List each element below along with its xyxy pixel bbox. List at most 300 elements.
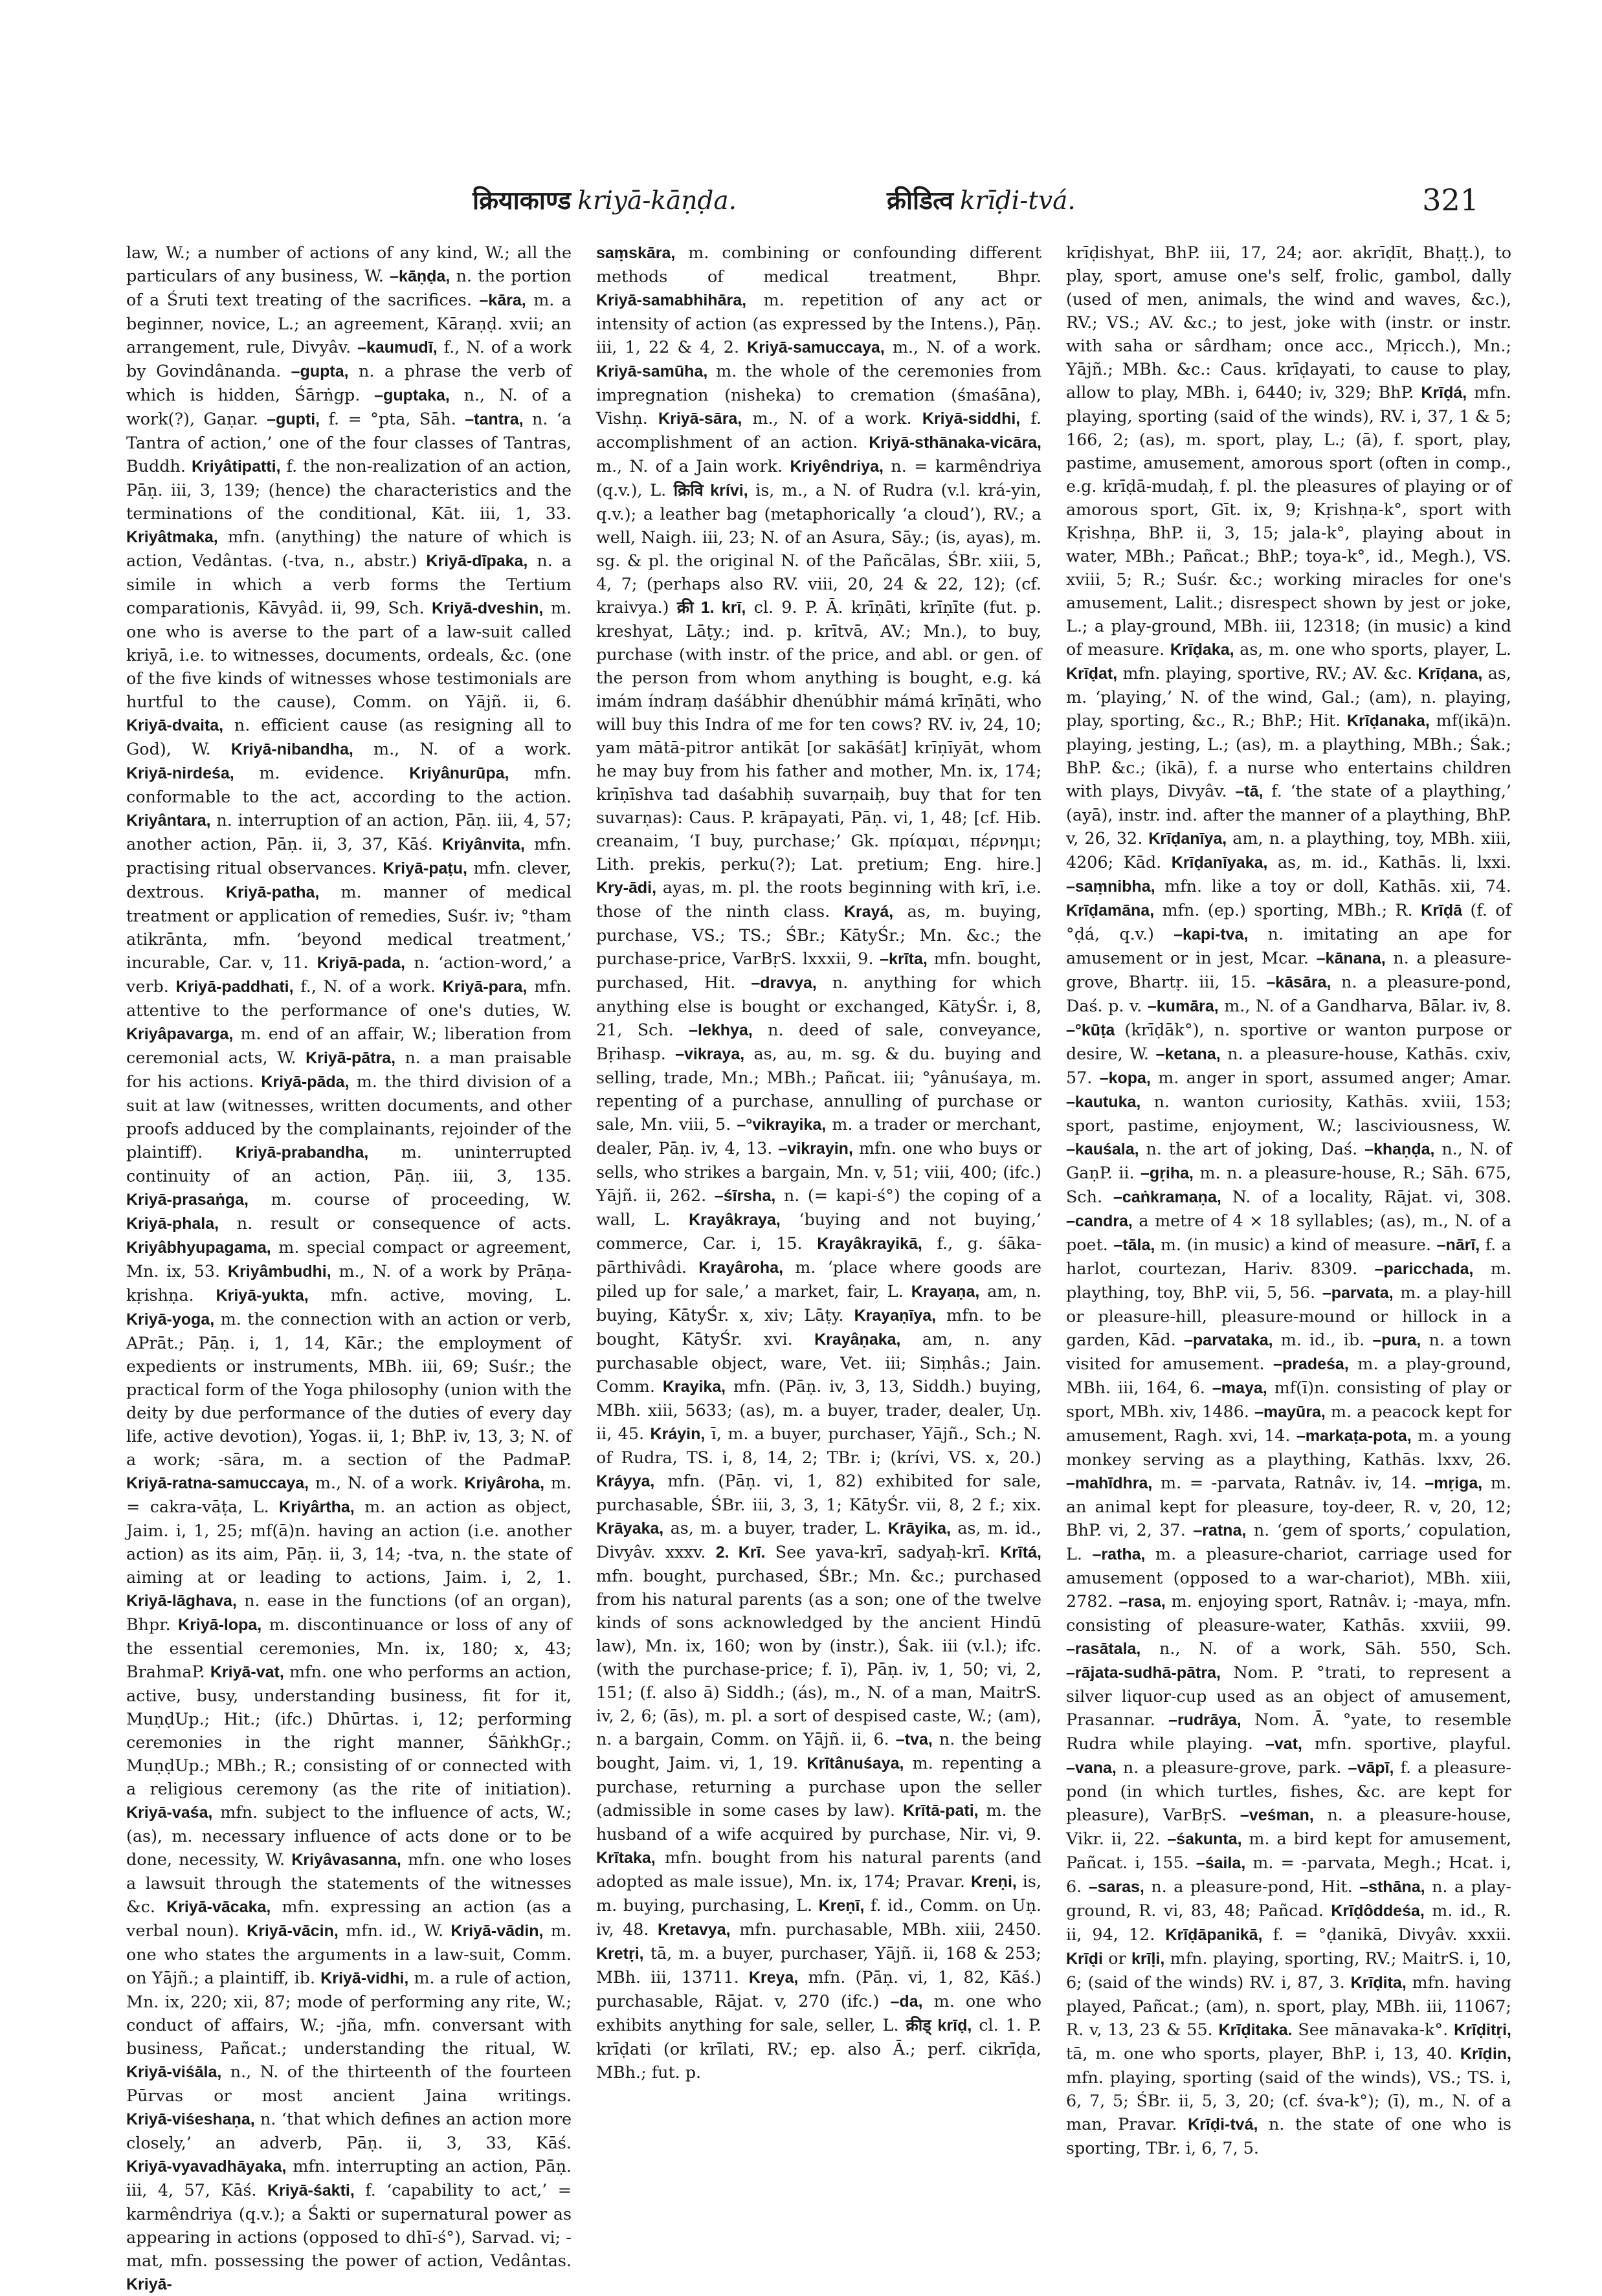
entry-lemma: Kriyā-vācin, [247,1922,339,1940]
entry-definition: tā, m. one who sports, player, BhP. i, 13, 40. [1066,2044,1460,2063]
entry-lemma: –vāpī, [1348,1759,1394,1777]
entry-lemma: –maya, [1212,1379,1267,1397]
entry-definition: mfn. (Pāṇ. iv, 3, 13, Siddh.) buying, MBh. xiii, 5633; (as), m. a buyer, trader, dealer, Uṇ. ii, 45. [596,1376,1041,1443]
entry-definition: am, n. a plaything, toy, MBh. xiii, 4206; Kād. [1066,828,1511,872]
entry-lemma: –gupti, [267,410,320,428]
entry-lemma: –kumāra, [1147,997,1219,1015]
entry-definition: m., N. of a work. [353,739,572,758]
entry-definition: law, W.; a number of actions of any kind, W.; all the particulars of any business, W. [126,243,572,285]
entry-definition: Nom. Ā. °yate, to resemble Rudra while playing. [1066,1710,1511,1753]
entry-definition: n. the being bought, Jaim. vi, 1, 19. [596,1729,1041,1772]
entry-lemma: –kautuka, [1066,1093,1141,1111]
entry-definition: mfn. bought from his natural parents (and adopted as male issue), Mn. ix, 174; Pravar. [596,1848,1041,1891]
entry-lemma: Krayá, [843,903,894,921]
entry-lemma: –dravya, [751,974,817,992]
entry-lemma: Kriyā-vaśa, [126,1804,213,1822]
entry-definition: m. the husband of a wife acquired by purchase, Nir. vi, 9. [596,1800,1042,1844]
entry-definition: m. a bird kept for amusement, Pañcat. i, 155. [1066,1829,1511,1872]
entry-lemma: Kriyā- [126,2275,172,2293]
entry-lemma: –śakunta, [1167,1830,1242,1848]
entry-definition: m., N. of a Gandharva, Bālar. iv, 8. [1218,996,1511,1015]
entry-definition: m. id., ib. [1273,1330,1373,1349]
entry-definition: f. id., Comm. on Uṇ. iv, 48. [596,1895,1041,1939]
dictionary-body [126,241,1512,2293]
entry-lemma: –ratna, [1193,1521,1247,1540]
entry-definition: n. ease in the functions (of an organ), Bhpr. [126,1591,572,1634]
entry-lemma: Krīḍôddeśa, [1331,1902,1425,1920]
entry-definition: m. repetition of any act or intensity of action (as expressed by the Intens.), Pāṇ. iii, 1, 22 & 4, 2. [596,290,1041,357]
entry-lemma: Kriyā-samūha, [596,362,708,381]
entry-definition: f. the non-realization of an action, Pāṇ. iii, 3, 139; (hence) the characteristics and the terminations of the conditional, Kāt. iii, 1, 33. [126,456,572,523]
entry-lemma: –ratha, [1092,1545,1146,1563]
entry-lemma: Kriyā-yukta, [216,1286,309,1305]
entry-definition: as, m. id., Divyâv. xxxv. [596,1518,1041,1562]
entry-lemma: –parvataka, [1183,1331,1273,1349]
entry-lemma: Kriyā-samabhihāra, [596,291,747,309]
entry-definition: m. one who is averse to the part of a law-suit called kriyā, i.e. to witnesses, documents, ordeals, &c. (one of the five kinds of witnesses whose testimonials are hurtful to the cause), Comm. on Yājñ. ii, 6. [126,598,572,711]
entry-definition: n. a simile in which a verb forms the Tertium comparationis, Kāvyâd. ii, 99, Sch. [126,551,572,617]
entry-lemma: Kriyā-vācaka, [166,1898,271,1916]
entry-definition: mfn. playing, sporting (said of the winds), VS.; TS. i, 6, 7, 5; ŚBr. ii, 5, 3, 20; (cf. śva-k°); (ī), m., N. of a man, Pravar. [1066,2068,1511,2134]
entry-definition: n., N. of GaṇP. ii. [1066,1139,1511,1182]
entry-definition: mfn. active, moving, L. [308,1285,572,1305]
entry-definition: See yava-krī, sadyaḥ-krī. [765,1542,1001,1562]
entry-definition: m. a play-ground, MBh. iii, 164, 6. [1066,1354,1511,1397]
entry-definition: m. manner of medical treatment or application of remedies, Suśr. iv; °tham atikrānta, mfn. ‘beyond medical treatment,’ incurable, Car. v, 11. [126,882,572,972]
entry-definition: n. a pleasure-grove, park. [1116,1758,1348,1777]
entry-lemma: –mṛiga, [1425,1474,1483,1492]
entry-lemma: Kráyya, [596,1472,655,1490]
header-left [473,182,737,217]
entry-lemma: –guptaka, [374,386,450,404]
entry-lemma: Kriyā-dveshin, [432,599,544,617]
entry-definition: m., N. of a Jain work. [596,456,790,476]
entry-definition: n. a pleasure-house, Kathās. cxiv, 57. [1066,1044,1511,1087]
entry-definition: m. evidence. [234,763,410,782]
entry-definition: m. a play-hill or pleasure-hill, pleasure-mound or hillock in a garden, Kād. [1066,1283,1511,1349]
entry-definition: n. = karmêndriya (q.v.), L. [596,456,1041,500]
entry-definition: m. a rule of action, Mn. ix, 220; xii, 87; mode of performing any rite, W.; conduct of affairs, W.; -jña, mfn. conversant with business, Pañcat.; understanding the ritual, W. [126,1968,572,2058]
entry-definition: or [1102,1948,1131,1968]
entry-lemma: Kriyâtipatti, [191,458,281,476]
entry-definition: mfn. to be bought, KātyŚr. xvi. [596,1305,1041,1349]
entry-lemma: –tā, [1235,782,1263,800]
entry-lemma: Kriyā-phala, [126,1215,219,1233]
entry-lemma: Krītânuśaya, [807,1754,904,1772]
entry-definition: m. uninterrupted continuity of an action, Pāṇ. iii, 3, 135. [126,1142,572,1186]
entry-definition: m. the connection with an action or verb, APrāt.; Pāṇ. i, 1, 14, Kār.; the employment of expedients or instruments, MBh. iii, 69; Suśr.; the practical form of the Yoga philosophy (union with the deity by due performance of the duties of every day life, active devotion), Yogas. ii, 1; BhP. iv, 13, 3; N. of a work; -sāra, m. a section of the PadmaP. [126,1309,572,1469]
entry-lemma: Kriyā-vyavadhāyaka, [126,2158,287,2176]
entry-definition: krīḍishyat, BhP. iii, 17, 24; aor. akrīḍīt, Bhaṭṭ.), to play, sport, amuse one's self, frolic, gambol, dally (used of men, animals, the wind and waves, &c.), RV.; VS.; AV. &c.; to jest, joke with (instr. or instr. with saha or sârdham; once acc., Mṛicch.), Mn.; Yājñ.; MBh. &c.: Caus. krīḍayati, to cause to play, allow to play, MBh. i, 6440; iv, 329; BhP. [1066,243,1511,402]
entry-definition: n. ‘a Tantra of action,’ one of the four classes of Tantras, Buddh. [126,409,572,476]
entry-definition: Nom. P. °trati, to represent a silver liquor-cup used as an object of amusement, Prasannar. [1066,1662,1511,1729]
entry-definition: ayas, m. pl. the roots beginning with krī, i.e. those of the ninth class. [596,878,1041,921]
entry-definition: tā, m. a buyer, purchaser, Yājñ. ii, 168 & 253; MBh. iii, 13711. [596,1943,1041,1987]
entry-definition: mfn. playing, sporting, RV.; MaitrS. i, 10, 6; (said of the winds) RV. i, 87, 3. [1066,1948,1511,1992]
entry-lemma: Krayâroha, [698,1259,784,1277]
entry-definition: f. ‘capability to act,’ = karmêndriya (q.v.); a Śakti or supernatural power as appearing in actions (opposed to dhī-ś°), Sarvad. vi; -mat, mfn. possessing the power of action, Vedântas. [126,2180,572,2270]
entry-lemma: Kriyā-yoga, [126,1310,215,1329]
entry-lemma: Kriyā-lāghava, [126,1592,237,1610]
entry-lemma: Kreṇi, [971,1873,1017,1891]
entry-lemma: –pradeśa, [1273,1355,1349,1373]
entry-definition: n. the art of joking, Daś. [1139,1139,1365,1158]
entry-lemma: –krīta, [880,950,928,968]
entry-definition: m. a peacock kept for amusement, Ragh. xvi, 14. [1066,1402,1511,1445]
entry-lemma: –vana, [1066,1759,1117,1777]
entry-definition: mfn. attentive to the performance of one's duties, W. [126,977,572,1020]
entry-definition: n. deed of sale, conveyance, Bṛihasp. [596,1020,1041,1063]
entry-definition: m. discontinuance or loss of any of the essential ceremonies, Mn. ix, 180; x, 43; BrahmaP. [126,1615,572,1681]
entry-definition: n. ‘that which defines an action more closely,’ an adverb, Pāṇ. ii, 3, 33, Kāś. [126,2109,572,2152]
entry-lemma: Kriyā-pada, [317,954,405,972]
entry-lemma: Krīḍin, [1460,2045,1511,2063]
entry-lemma: Kriyā-nibandha, [230,740,353,758]
entry-definition: m. a beginner, novice, L.; an agreement, Kāraṇḍ. xvii; an arrangement, rule, Divyâv. [126,290,572,357]
entry-lemma: Kriyā-vat, [210,1663,284,1681]
entry-definition: mfn. like a toy or doll, Kathās. xii, 74. [1155,876,1511,896]
entry-lemma: –saṃnibha, [1066,878,1155,896]
entry-lemma: –tantra, [465,410,524,428]
entry-lemma: Kriyā-viśeshaṇa, [126,2110,255,2128]
entry-definition: m., N. of a work by Prāṇa-kṛishṇa. [126,1261,572,1305]
entry-definition: mfn. conformable to the act, according to the action. [126,763,572,806]
entry-lemma: Krayâkrayikā, [817,1235,922,1253]
entry-definition: mfn. bought, purchased, Hit. [596,949,1041,992]
entry-lemma: –veśman, [1240,1806,1314,1824]
entry-definition: as, m. buying, purchase, VS.; TS.; ŚBr.; KātyŚr.; Mn. &c.; the purchase-price, VarBṛS. lxxxii, 9. [596,901,1041,968]
entry-definition: mf(ikā)n. playing, jesting, L.; (as), m. a plaything, MBh.; Śak.; BhP. &c.; (ikā), f. a nurse who entertains children with plays, Divyâv. [1066,711,1511,800]
entry-definition: mfn. (Pāṇ. vi, 1, 82, Kāś.) purchasable, Rājat. v, 270 (ifc.) [596,1967,1041,2011]
entry-lemma: 2. Krī. [715,1543,766,1562]
entry-lemma: Kriyā-pātra, [306,1049,396,1067]
header-right [887,182,1076,217]
entry-definition: m. a young monkey serving as a plaything, Kathās. lxxv, 26. [1066,1426,1511,1469]
entry-lemma: –kāsāra, [1266,973,1331,991]
entry-lemma: क्रीड् krīḍ, [906,2016,972,2035]
entry-definition: mfn. one who performs an action, active, busy, understanding business, fit for it, MuṇḍUp.; Hit.; (ifc.) Dhūrtas. i, 12; performing ceremonies in the right manner, ŚāṅkhGṛ.; MuṇḍUp.; MBh.; R.; consisting of or connected with a religious ceremony (as the rite of initiation). [126,1662,572,1798]
entry-lemma: Kriyā-sāra, [658,410,742,428]
entry-lemma: –kānana, [1316,949,1386,967]
entry-lemma: –°kūṭa [1066,1021,1115,1039]
entry-definition: m. enjoying sport, Ratnâv. i; -maya, mfn. consisting of pleasure-water, Kathās. xxviii, 99. [1066,1591,1511,1635]
entry-lemma: Krīḍá, [1421,384,1467,402]
entry-lemma: Krayâṇaka, [814,1330,901,1349]
entry-definition: n. a pleasure-grove, Bhartṛ. iii, 15. [1066,948,1511,991]
entry-definition: m. = cakra-vāṭa, L. [126,1473,572,1516]
entry-lemma: Krīḍitṛi, [1454,2021,1511,2039]
entry-lemma: –gṛiha, [1140,1164,1194,1182]
entry-definition: m. the whole of the ceremonies from impregnation (nisheka) to cremation (śmaśāna), Vishṇ. [596,361,1041,428]
entry-definition: f. accomplishment of an action. [596,408,1041,452]
entry-lemma: –rudrāya, [1168,1711,1241,1729]
entry-definition: n. (= kapi-ś°) the coping of a wall, L. [596,1186,1041,1229]
entry-definition: m., N. of a work. [742,408,922,428]
entry-lemma: Krayaṇa, [911,1283,980,1301]
entry-definition: m. an action as object, Jaim. i, 1, 25; mf(ā)n. having an action (i.e. another action) as its aim, Pāṇ. ii, 3, 14; -tva, n. the state of aiming at or leading to actions, Jaim. i, 2, 1. [126,1497,572,1587]
entry-lemma: –tva, [895,1730,933,1749]
entry-lemma: Kriyā-prasaṅga, [126,1191,249,1209]
entry-lemma: Krīḍāpanikā, [1165,1926,1263,1944]
entry-definition: m. ‘place where goods are piled up for sale,’ a market, fair, L. [596,1257,1041,1301]
entry-definition: mf(ī)n. consisting of play or sport, MBh. xiv, 1486. [1066,1378,1511,1421]
entry-definition: m. one who states the arguments in a law-suit, Comm. on Yājñ.; a plaintiff, ib. [126,1921,572,1987]
entry-lemma: –vat, [1265,1735,1302,1753]
entry-lemma: –°vikrayika, [737,1116,827,1134]
entry-definition: m. the third division of a suit at law (witnesses, written documents, and other proofs adduced by the complainants, rejoinder of the plaintiff). [126,1072,572,1162]
entry-lemma: Kretavya, [658,1921,731,1939]
entry-lemma: Krīḍi-tvá, [1188,2115,1258,2134]
entry-lemma: –rasa, [1118,1593,1166,1611]
entry-definition: am, n. buying, KātyŚr. x, xiv; Lāṭy. [596,1281,1041,1325]
entry-definition: f. a harlot, courtezan, Hariv. 8309. [1066,1235,1512,1278]
column-left [126,241,572,2293]
entry-definition: m., N. of a work. [309,1473,465,1492]
entry-definition: (krīḍāk°), n. sportive or wanton purpose or desire, W. [1066,1020,1511,1063]
entry-lemma: Kriyā-pāda, [261,1073,350,1091]
entry-definition: cl. 9. P. Ā. krīṇāti, krīṇīte (fut. p. kreshyat, Lāṭy.; ind. p. krītvā, AV.; Mn.), to buy, purchase (with instr. of the price, and abl. or gen. of the person from whom anything is bought, e.g. ká imám índraṃ daśábhir dhenúbhir mámá krīṇāti, who will buy this Indra of me for ten cows? RV. iv, 24, 10; yam mātā-pitror antikāt [or sakāśāt] krīṇīyāt, whom he may buy from his father and mother, Mn. ix, 174; krīṇīshva tad daśabhiḥ suvarṇaiḥ, buy that for ten suvarṇas): Caus. P. krāpayati, Pāṇ. vi, 1, 48; [cf. Hib. creanaim, ‘I buy, purchase;’ Gk. πρίαμαι, πέρνημι; Lith. prekis, perku(?); Lat. pretium; Eng. hire.] [596,597,1041,874]
entry-definition: m. end of an affair, W.; liberation from ceremonial acts, W. [126,1024,572,1067]
entry-definition: n. wanton curiosity, Kathās. xviii, 153; sport, pastime, enjoyment, W.; lasciviousness, W. [1066,1092,1511,1135]
entry-definition: m. course of proceeding, W. [248,1189,572,1209]
entry-definition: a metre of 4 × 18 syllables; (as), m., N. of a poet. [1066,1211,1511,1254]
entry-lemma: Krāyika, [887,1519,951,1538]
column-text [126,241,572,2296]
column-middle [596,241,1041,2198]
entry-definition: m. n. a pleasure-house, R.; Sāh. 675, Sch. [1066,1163,1511,1206]
entry-lemma: –kāra, [479,291,526,309]
entry-definition: mfn. clever, dextrous. [126,858,572,901]
entry-definition: mfn. (Pāṇ. vi, 1, 82) exhibited for sale, purchasable, ŚBr. iii, 3, 3, 1; KātyŚr. vii, 8, 2 f.; xix. [596,1471,1041,1514]
entry-definition: n. a man praisable for his actions. [126,1048,572,1091]
entry-lemma: Krītaka, [596,1849,656,1867]
entry-lemma: Krayaṇīya, [854,1307,937,1325]
entry-definition: f. a pleasure-pond (in which turtles, fishes, &c. are kept for pleasure), VarBṛS. [1066,1758,1512,1824]
entry-definition: n. a play-ground, R. vi, 83, 48; Pañcad. [1066,1877,1511,1920]
entry-definition: n. interruption of an action, Pāṇ. iii, 4, 57; another action, Pāṇ. ii, 3, 37, Kāś. [126,810,572,854]
entry-definition: mfn. playing, sporting (said of the winds), RV. i, 37, 1 & 5; 166, 2; (as), m. sport, play, L.; (ā), f. sport, play, pastime, amusement, amorous sport (often in comp., e.g. krīḍā-mudaḥ, f. pl. the pleasures of playing or of amorous sport, Gīt. ix, 9; Kṛishṇa-k°, sport with Kṛishṇa, BhP. ii, 3, 15; jala-k°, playing about in water, MBh.; Pañcat.; BhP.; toya-k°, id., Megh.), VS. xviii, 5; R.; Suśr. &c.; working miracles for one's amusement, Lalit.; disrespect shown by jest or joke, L.; a play-ground, MBh. iii, 12318; (in music) a kind of measure. [1066,382,1511,659]
entry-definition: n. a phrase the verb of which is hidden, Śārṅgp. [126,361,572,404]
entry-lemma: Kriyā-vidhi, [320,1969,409,1987]
entry-lemma: –mayūra, [1254,1403,1326,1421]
entry-definition: mfn. practising ritual observances. [126,834,572,878]
entry-definition: m. = -parvata, Ratnâv. iv, 14. [1152,1473,1425,1492]
entry-lemma: Kriyā-samuccaya, [747,338,885,357]
entry-definition: m. combining or confounding different methods of medical treatment, Bhpr. [596,243,1041,286]
entry-lemma: Kriyā-nirdeśa, [126,764,234,782]
entry-lemma: Krāyaka, [596,1519,664,1538]
header-left-translit: kriyā-kāṇḍa. [577,186,737,215]
entry-lemma: krīḷi, [1131,1950,1165,1968]
entry-definition: n. the portion of a Śruti text treating of the sacrifices. [126,266,572,309]
entry-definition: See mānavaka-k°. [1292,2020,1454,2039]
running-header [0,182,1602,221]
entry-lemma: Krīḍanaka, [1346,712,1430,730]
entry-lemma: –vikraya, [675,1045,745,1063]
entry-lemma: –saras, [1088,1878,1144,1896]
entry-lemma: Kriyā-viśāla, [126,2063,222,2081]
entry-definition: f. = °ḍanikā, Divyâv. xxxii. [1262,1925,1511,1944]
column-right [1066,241,1511,2198]
entry-definition: as, au, m. sg. & du. buying and selling, trade, Mn.; MBh.; Pañcat. iii; °yânuśaya, m. repenting of a purchase, annulling of purchase or sale, Mn. viii, 5. [596,1044,1041,1134]
entry-lemma: Krīḍā [1421,901,1463,920]
entry-definition: as, m. id., Kathās. li, lxxi. [1267,852,1511,872]
entry-lemma: Kriyā-siddhi, [922,410,1021,428]
entry-lemma: Krīḍana, [1418,665,1483,683]
entry-lemma: क्रिवि krívi, [673,481,748,500]
entry-lemma: Kriyā-ratna-samuccaya, [126,1474,309,1492]
header-right-translit: krīḍi-tvá. [960,186,1076,215]
entry-definition: mfn. one who buys or sells, who strikes a bargain, Mn. v, 51; viii, 400; (ifc.) Yājñ. ii, 262. [596,1138,1041,1205]
page-number: 321 [1422,182,1479,217]
entry-definition: is, m., a N. of Rudra (v.l. krá-yin, q.v.); a leather bag (metaphorically ‘a cloud’), RV.; a well, Naigh. iii, 23; N. of an Asura, Sāy.; (is, ayas), m. sg. & pl. the original N. of the Pañcālas, ŚBr. xiii, 5, 4, 7; (perhaps also RV. viii, 20, 24 & 22, 12); (cf. kraivya.) [596,480,1042,617]
entry-lemma: Kriyânurūpa, [409,764,509,782]
entry-lemma: Kriyā-dīpaka, [426,552,528,570]
entry-lemma: Kriyā-vādin, [451,1922,544,1940]
entry-lemma: –ketana, [1155,1045,1221,1063]
entry-lemma: –śīrsha, [714,1187,776,1205]
entry-lemma: saṃskāra, [596,244,676,262]
entry-lemma: –lekhya, [689,1021,753,1039]
entry-lemma: Kreya, [748,1969,799,1987]
entry-lemma: –vikrayin, [778,1140,853,1158]
entry-definition: n. ‘action-word,’ a verb. [126,953,572,996]
entry-lemma: –rasātala, [1066,1640,1141,1658]
entry-definition: m. one who exhibits anything for sale, seller, L. [596,1991,1041,2035]
entry-lemma: Krīḍaka, [1170,641,1234,659]
entry-definition: m. a trader or merchant, dealer, Pāṇ. iv, 4, 13. [596,1114,1042,1158]
entry-lemma: Kriyârtha, [279,1498,355,1516]
column-text [596,241,1041,2084]
entry-lemma: –sthāna, [1359,1878,1425,1896]
entry-definition: f. = °pta, Sāh. [320,409,465,428]
entry-definition: mfn. (anything) the nature of which is action, Vedântas. (-tva, n., abstr.) [126,527,572,570]
entry-lemma: Kriyā-śakti, [267,2181,355,2200]
entry-lemma: –mahīdhra, [1066,1474,1153,1492]
entry-lemma: –śaila, [1196,1854,1246,1872]
entry-definition: n. ‘gem of sports,’ copulation, L. [1066,1520,1511,1563]
entry-lemma: Kry-ādi, [596,879,657,897]
entry-lemma: Krīḍitaka. [1218,2021,1293,2039]
entry-lemma: –nārī, [1436,1236,1480,1254]
entry-lemma: –candra, [1066,1212,1133,1230]
entry-lemma: Kriyâtmaka, [126,528,218,546]
entry-lemma: Krītá, [1000,1543,1041,1562]
entry-lemma: Krayâkraya, [689,1211,781,1229]
entry-lemma: –rājata-sudhā-pātra, [1066,1664,1221,1682]
entry-definition: n. a town visited for amusement. [1066,1330,1511,1373]
entry-definition: f., g. śāka-pārthivâdi. [596,1233,1041,1277]
entry-lemma: Kriyântara, [126,811,211,830]
entry-lemma: –gupta, [291,362,349,381]
entry-definition: mfn. purchasable, MBh. xiii, 2450. [730,1919,1041,1939]
entry-definition: n. a pleasure-pond, Hit. [1144,1877,1360,1896]
entry-lemma: Kriyā-sthānaka-vicāra, [869,434,1041,452]
entry-lemma: Kriyêndriya, [790,458,884,476]
entry-definition: m., N. of a work. [884,337,1041,357]
entry-lemma: Krayika, [662,1378,726,1396]
entry-definition: n. the state of one who is sporting, TBr. i, 6, 7, 5. [1066,2114,1511,2158]
entry-definition: mfn. subject to the influence of acts, W.; (as), m. necessary influence of acts done or to be done, necessity, W. [126,1802,572,1869]
entry-lemma: Kriyā-lopa, [178,1616,262,1634]
entry-definition: n. imitating an ape for amusement or in jest, Mcar. [1066,924,1511,967]
entry-definition: f. ‘the state of a plaything,’ (ayā), instr. ind. after the manner of a plaything, BhP. v, 26, 32. [1066,781,1511,848]
entry-definition: as, m. ‘playing,’ N. of the wind, Gal.; (am), n. playing, play, sporting, &c., R.; BhP.; Hit. [1066,663,1512,730]
entry-definition: n. efficient cause (as resigning all to God), W. [126,715,572,758]
entry-definition: am, n. any purchasable object, ware, Vet. iii; Siṃhâs.; Jain. Comm. [596,1329,1041,1396]
entry-definition: mfn. one who loses a lawsuit through the statements of the witnesses &c. [126,1849,572,1916]
entry-lemma: Kráyin, [650,1425,706,1443]
entry-definition: mfn. interrupting an action, Pāṇ. iii, 4, 57, Kāś. [126,2156,572,2200]
entry-definition: m. a pleasure-chariot, carriage used for amusement (opposed to a war-chariot), MBh. xiii, 2782. [1066,1544,1511,1611]
entry-definition: f., N. of a work by Govindânanda. [126,337,572,381]
entry-lemma: Kriyā-paṭu, [383,859,467,878]
entry-definition: ‘buying and not buying,’ commerce, Car. i, 15. [596,1209,1041,1253]
entry-definition: mfn. id., W. [338,1921,451,1940]
entry-lemma: –caṅkramaṇa, [1113,1188,1221,1206]
entry-lemma: Kriyā-patha, [225,883,320,901]
entry-definition: ī, m. a buyer, purchaser, Yājñ., Sch.; N. of Rudra, TS. i, 8, 14, 2; TBr. i; (krívi, VS. x, 20.) [596,1424,1042,1467]
entry-definition: as, m. one who sports, player, L. [1234,639,1511,659]
entry-lemma: Krīḍi [1066,1950,1103,1968]
entry-lemma: Krīḍanīyaka, [1171,854,1268,872]
entry-definition: mfn. (ep.) sporting, MBh.; R. [1154,900,1421,920]
entry-lemma: –kauśala, [1066,1140,1139,1158]
entry-definition: m. special compact or agreement, Mn. ix, 53. [126,1237,572,1281]
entry-lemma: Krīḍat, [1066,665,1118,683]
entry-lemma: Kriyânvita, [442,835,525,854]
entry-definition: n., N. of a work, Sāh. 550, Sch. [1140,1639,1511,1658]
entry-definition: m. (in music) a kind of measure. [1155,1235,1437,1254]
entry-lemma: Krīḍanīya, [1148,830,1227,848]
entry-definition: m. an animal kept for pleasure, toy-deer, R. v, 20, 12; BhP. vi, 2, 37. [1066,1473,1511,1540]
entry-definition: m. id., R. ii, 94, 12. [1066,1901,1511,1944]
entry-definition: m. plaything, toy, BhP. vii, 5, 56. [1066,1259,1512,1302]
entry-lemma: Kriyā-paddhati, [175,978,294,996]
entry-lemma: Kriyâroha, [464,1474,545,1492]
entry-definition: m. = -parvata, Megh.; Hcat. i, 6. [1066,1853,1511,1896]
entry-lemma: –paricchada, [1374,1260,1474,1278]
entry-definition: f., N. of a work. [293,977,443,996]
entry-definition: n. a pleasure-pond, Daś. p. v. [1066,972,1512,1015]
entry-definition: cl. 1. P. krīḍati (or krīlati, RV.; ep. also Ā.; perf. cikrīḍa, MBh.; fut. p. [596,2015,1042,2082]
entry-lemma: Kreṇī, [818,1897,865,1915]
header-right-devanagari: क्रीडित्व [887,186,954,215]
entry-definition: n. a pleasure-house, Vikr. ii, 22. [1066,1805,1511,1848]
entry-lemma: –khaṇḍa, [1364,1140,1435,1158]
entry-lemma: Kriyā-para, [442,978,528,996]
entry-definition: is, m. buying, purchasing, L. [596,1871,1041,1915]
entry-lemma: Kretṛi, [596,1945,644,1963]
entry-definition: N. of a locality, Rājat. vi, 308. [1221,1187,1512,1206]
entry-definition: n. anything for which anything else is bought or exchanged, KātyŚr. i, 8, 21, Sch. [596,973,1041,1039]
entry-lemma: –markaṭa-pota, [1296,1427,1412,1445]
entry-lemma: –parvata, [1322,1284,1394,1302]
entry-definition: n., N. of a work(?), Gaṇar. [126,385,572,428]
entry-lemma: क्री 1. krī, [676,599,746,617]
entry-definition: mfn. bought, purchased, ŚBr.; Mn. &c.; purchased from his natural parents (as a son; one of the twelve kinds of sons acknowledged by the ancient Hindū law), Mn. ix, 160; won by (instr.), Śak. iii (v.l.); ifc. (with the purchase-price; f. ī), Pāṇ. iv, 1, 50; vi, 2, 151; (f. also ā) Siddh.; (ás), m., N. of a man, MaitrS. iv, 2, 6; (ās), m. pl. a sort of despised caste, W.; (am), n. a bargain, Comm. on Yājñ. ii, 6. [596,1566,1041,1749]
entry-definition: mfn. sportive, playful. [1302,1734,1511,1753]
entry-lemma: –da, [890,1992,923,2011]
entry-definition: n., N. of the thirteenth of the fourteen Pūrvas or most ancient Jaina writings. [126,2062,572,2105]
entry-lemma: Kriyâbhyupagama, [126,1239,271,1257]
entry-definition: as, m. a buyer, trader, L. [663,1518,888,1538]
entry-definition: mfn. having played, Pañcat.; (am), n. sport, play, MBh. iii, 11067; R. v, 13, 23 & 55. [1066,1972,1511,2039]
entry-definition: (f. of °ḍá, q.v.) [1066,900,1511,944]
entry-definition: mfn. expressing an action (as a verbal noun). [126,1897,572,1940]
entry-lemma: Kriyâmbudhi, [227,1263,331,1281]
entry-lemma: Kriyâpavarga, [126,1025,234,1043]
